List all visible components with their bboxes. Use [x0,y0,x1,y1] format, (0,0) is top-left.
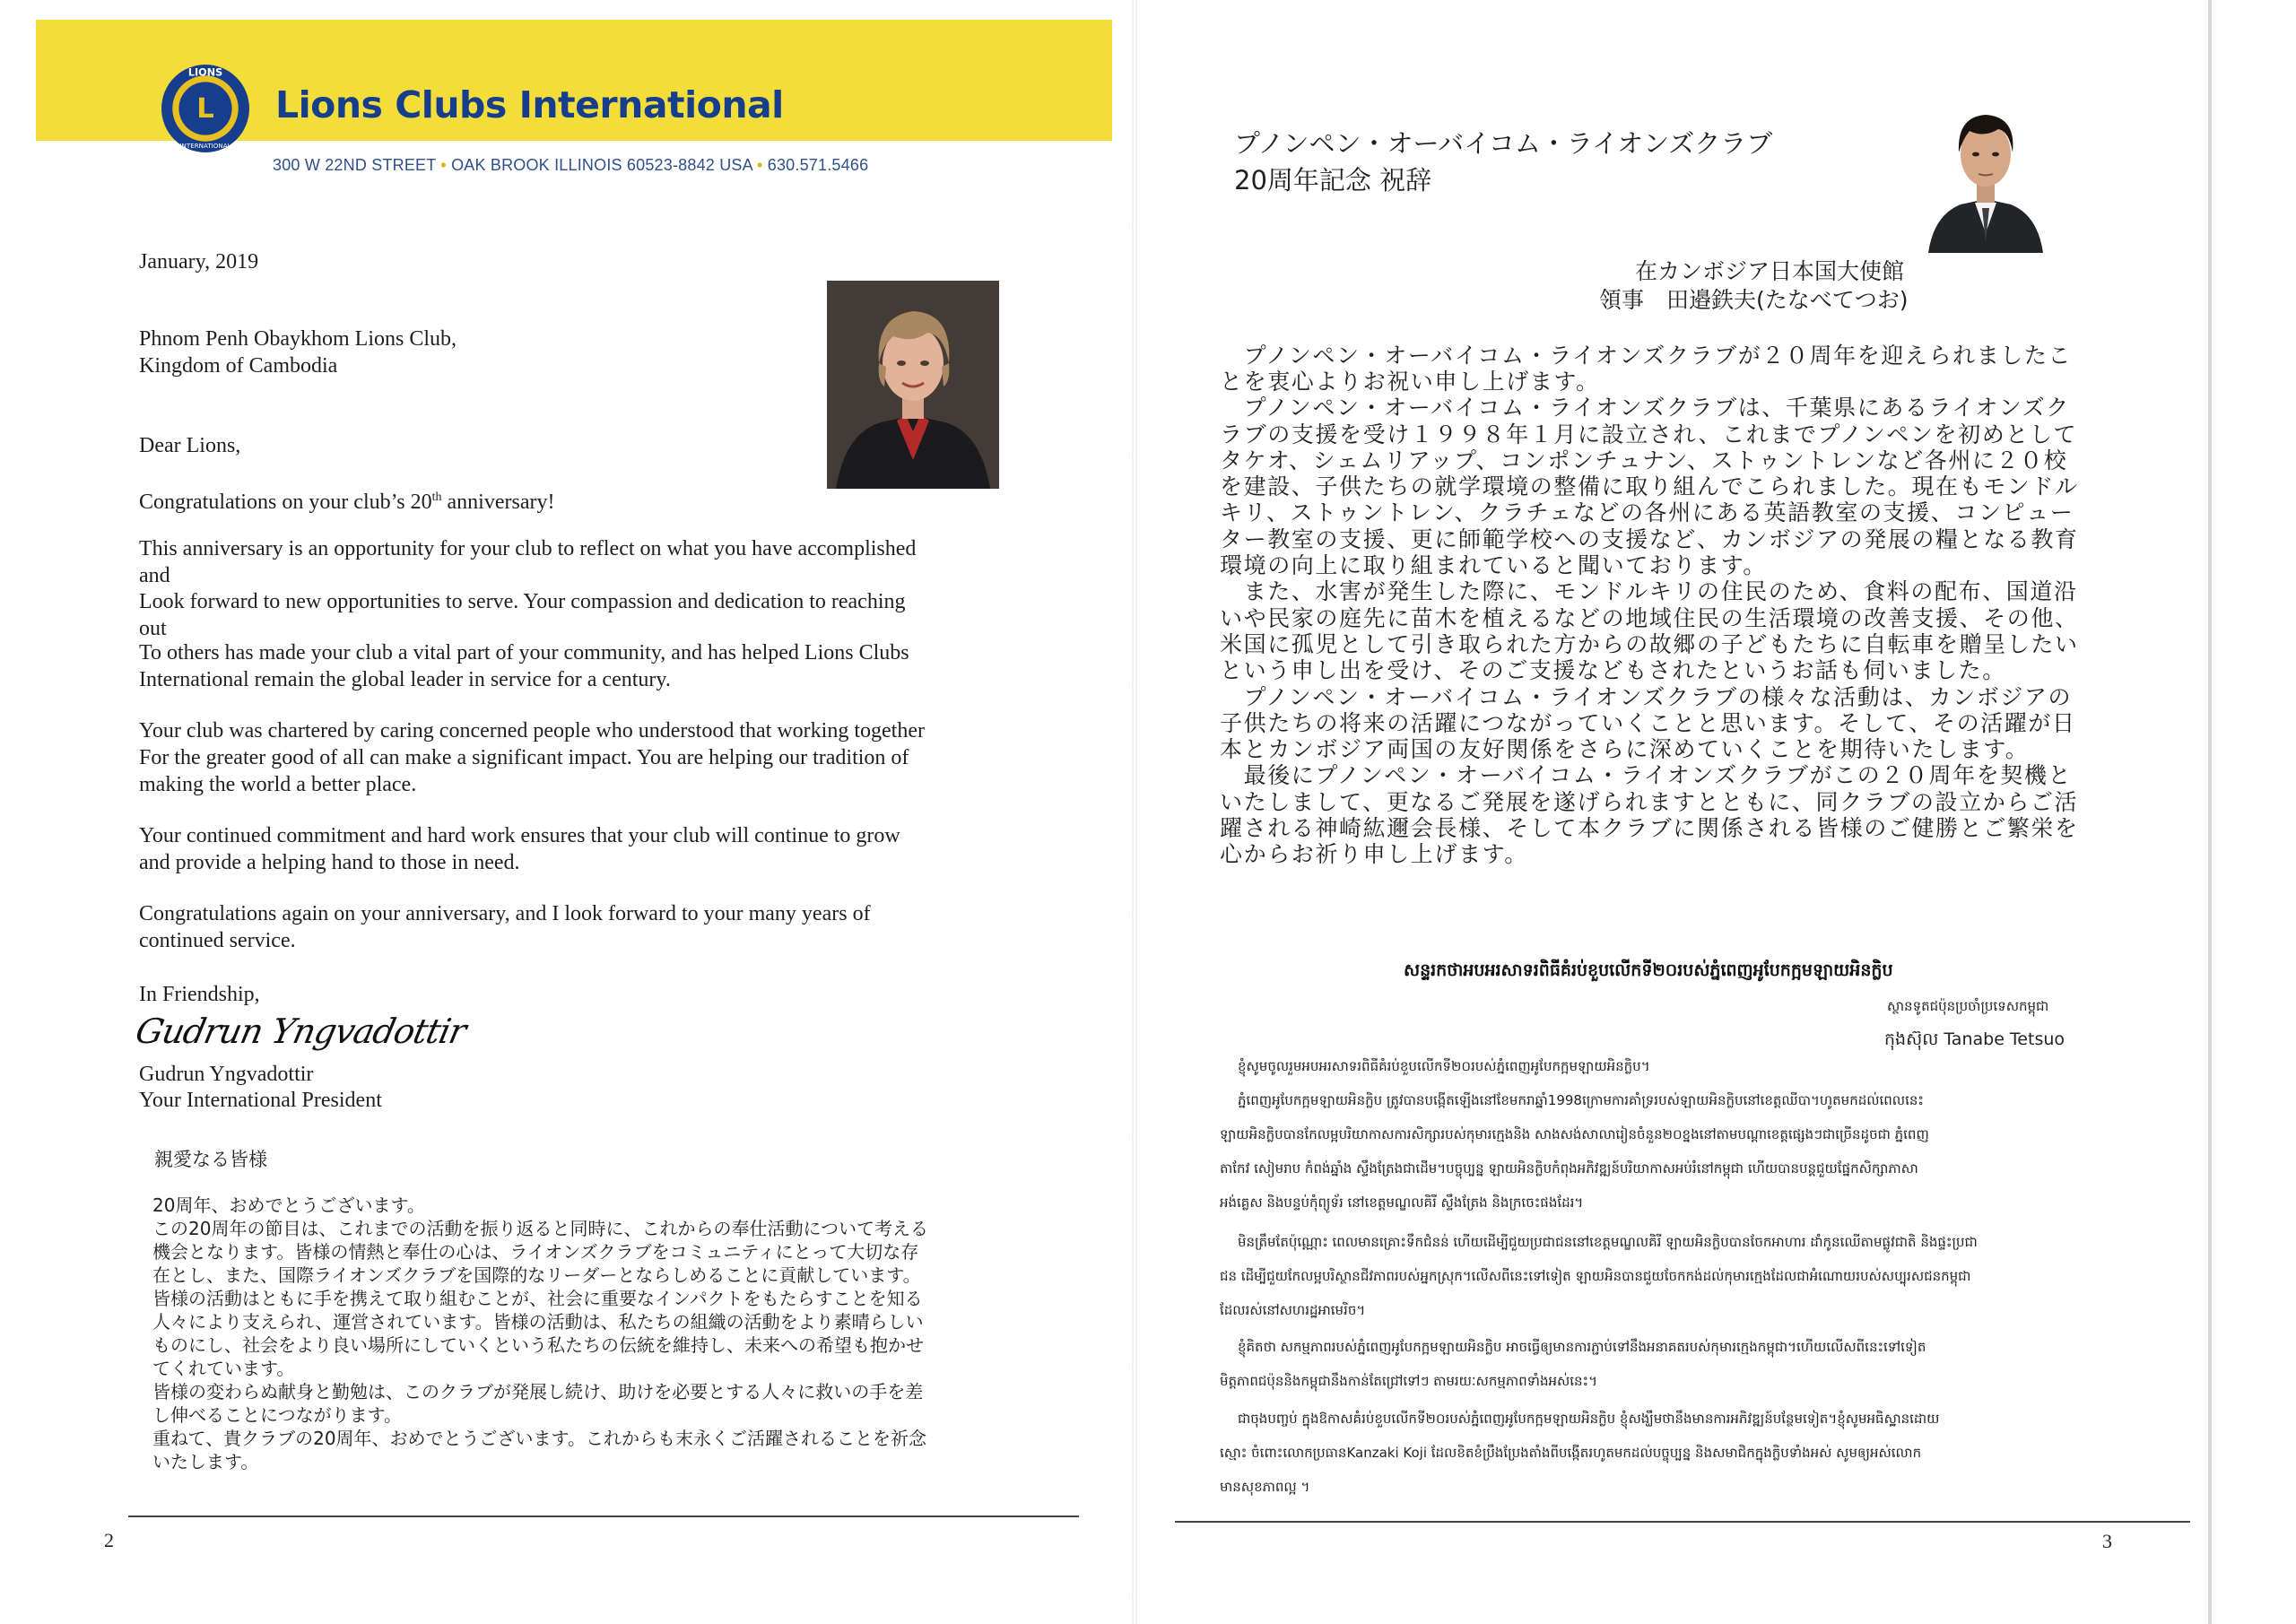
jp-line: 環境の向上に取り組まれていると聞いております。 [1220,552,1767,578]
jp-line: 人々により支えられ、運営されています。皆様の活動は、私たちの組織の活動をより素晴らしい [152,1311,924,1333]
page-number: 2 [104,1529,114,1551]
jp-line: とを衷心よりお祝い申し上げます。 [1220,369,1600,395]
paragraph-line: Look forward to new opportunities to serve. Your compassion and dedication to reaching [139,590,906,613]
jp-line: 米国に孤児として引き取られた方からの故郷の子どもたちに自転車を贈呈したい [1220,631,2079,657]
jp-line: 在とし、また、国際ライオンズクラブを国際的なリーダーとならしめることに貢献しています。 [152,1264,921,1286]
jp-line: キリ、ストゥントレン、クラチェなどの各州にある英語教室の支援、コンピュー [1220,499,2074,525]
kh-author-name: កុងស៊ុល Tanabe Tetsuo [1884,1029,2066,1049]
jp-line: タケオ、シェムリアップ、コンポンチュナン、ストゥントレンなど各州に２０校 [1220,447,2068,473]
jp-line: プノンペン・オーバイコム・ライオンズクラブは、千葉県にあるライオンズク [1220,395,2070,421]
address-city: OAK BROOK ILLINOIS 60523-8842 USA [451,156,752,174]
salutation: Dear Lions, [139,434,241,457]
kh-line: ជាចុងបញ្ចប់ ក្នុងឱកាសគំរប់ខួបលើកទី២០របស់ភ្នំពេញអូបែកក្អមឡាយអិនក្លិប ខ្ញុំសង្ឃឹមថានឹងមានការអភិវឌ្ឍន៍បន្ថែមទៀត។ខ្ញុំសូមអធិស្ឋានដោយ [1238,1411,1940,1427]
page-edge-shadow [2208,0,2212,1624]
separator-dot: • [440,156,447,174]
paragraph-line: continued service. [139,929,296,952]
consul-portrait [1928,90,2043,253]
jp-line: 機会となります。皆様の情熱と奉仕の心は、ライオンズクラブをコミュニティにとって大切な存 [152,1241,919,1263]
letterhead-address [273,156,868,175]
footer-rule [1175,1521,2190,1523]
jp-line: 最後にプノンペン・オーバイコム・ライオンズクラブがこの２０周年を契機と [1220,762,2073,788]
congratulations-line [139,484,554,516]
paragraph-line: and provide a helping hand to those in need. [139,851,520,874]
ordinal-suffix: th [431,491,442,504]
paragraph-line: Congratulations again on your anniversary, and I look forward to your many years of [139,902,871,925]
kh-line: ជន ដើម្បីជួយកែលម្អបរិស្ថានជីវភាពរបស់អ្នកស្រុក។លើសពីនេះទៅទៀត ឡាយអិនបានជួយចែកកង់ដល់កុមារក្មេងដែលជាអំណោយរបស់សប្បុរសជនកម្ពុជា [1220,1268,1971,1284]
jp-line: プノンペン・オーバイコム・ライオンズクラブの様々な活動は、カンボジアの [1220,684,2073,710]
jp-greeting: 親愛なる皆様 [154,1149,267,1170]
kh-line: ខ្ញុំសូមចូលរួមអបអរសាទរពិធីគំរប់ខួបលើកទី២០របស់ភ្នំពេញអូបែកក្អមឡាយអិនក្លិប។ [1238,1058,1650,1074]
recipient-line: Kingdom of Cambodia [139,354,338,378]
paragraph-line: International remain the global leader in service for a century. [139,668,671,691]
jp-line: 皆様の活動はともに手を携えて取り組むことが、社会に重要なインパクトをもたらすことを知る [152,1288,923,1309]
separator-dot: • [757,156,763,174]
page-number: 3 [2102,1530,2112,1552]
paragraph-line: making the world a better place. [139,773,417,796]
jp-line: ター教室の支援、更に師範学校への支援など、カンボジアの発展の糧となる教育 [1220,526,2079,552]
jp-line: てくれています。 [152,1358,295,1379]
kh-author-org: ស្ថានទូតជប៉ុនប្រចាំប្រទេសកម្ពុជា [1887,998,2049,1014]
page-subtitle: 20周年記念 祝辞 [1234,165,1432,195]
paragraph-line: Your club was chartered by caring concerned people who understood that working together [139,719,925,743]
kh-line: ខ្ញុំគិតថា សកម្មភាពរបស់ភ្នំពេញអូបែកក្អមឡាយអិនក្លិប អាចធ្វើឲ្យមានការភ្ជាប់ទៅនឹងអនាគតរបស់កុមារក្មេងកម្ពុជា។ហើយលើសពីនេះទៅទៀត [1238,1339,1926,1355]
jp-line: を建設、子供たちの就学環境の整備に取り組んでこられました。現在もモンドル [1220,473,2079,499]
paragraph-line: To others has made your club a vital part of your community, and has helped Lions Clubs [139,641,909,664]
paragraph-line: Your continued commitment and hard work ensures that your club will continue to grow [139,824,900,847]
signer-name: Gudrun Yngvadottir [139,1063,314,1086]
jp-line: いや民家の庭先に苗木を植えるなどの地域住民の生活環境の改善支援、その他、 [1220,605,2079,631]
jp-line: プノンペン・オーバイコム・ライオンズクラブが２０周年を迎えられましたこ [1220,343,2073,369]
logo-ring-text: LIONS [187,66,223,79]
lions-emblem-icon [160,63,251,154]
jp-line: 本とカンボジア両国の友好関係をさらに深めていくことを期待いたします。 [1220,736,2030,762]
author-name: 領事 田邉鉄夫(たなべてつお) [1599,287,1909,313]
page-title: プノンペン・オーバイコム・ライオンズクラブ [1234,128,1773,159]
kh-line: ភ្នំពេញអូបែកក្អមឡាយអិនក្លិប ត្រូវបានបង្កើតឡើងនៅខែមករាឆ្នាំ1998ក្រោមការគាំទ្ររបស់ឡាយអិនក្លិបនៅខេត្តឈីបា។ហូតមកដល់ពេលនេះ [1238,1092,1924,1108]
kh-line: ដែលរស់នៅសហរដ្ឋអាមេរិច។ [1220,1302,1366,1318]
jp-line: この20周年の節目は、これまでの活動を振り返ると同時に、これからの奉仕活動について考える [152,1218,929,1239]
kh-line: ឡាយអិនក្លិបបានកែលម្អបរិយាកាសការសិក្សារបស់កុមារក្មេងនិង សាងសង់សាលារៀនចំនួន២០ខ្នងនៅតាមបណ្តាខេត្តផ្សេងៗជាច្រើនដូចជា ភ្នំពេញ [1220,1126,1929,1142]
kh-title: សន្ទរកថាអបអរសាទរពិធីគំរប់ខួបលើកទី២០របស់ភ្នំពេញអូបែកក្អមឡាយអិនក្លិប [1404,960,1893,980]
jp-line: 皆様の変わらぬ献身と勤勉は、このクラブが発展し続け、助けを必要とする人々に救いの手を差 [152,1381,924,1403]
recipient-line: Phnom Penh Obaykhom Lions Club, [139,327,457,351]
jp-line: ラブの支援を受け１９９８年１月に設立され、これまでプノンペンを初めとして [1220,421,2078,447]
congrats-text: Congratulations on your club’s 20 [139,491,432,514]
signer-title: Your International President [139,1089,382,1112]
kh-line: មានសុខភាពល្អ ។ [1220,1479,1310,1495]
address-phone: 630.571.5466 [767,156,869,174]
left-page [0,0,1132,1624]
jp-line: 心からお祈り申し上げます。 [1220,841,1528,867]
footer-rule [128,1515,1079,1517]
jp-line: 躍される神崎紘邇会長様、そして本クラブに関係される皆様のご健勝とご繁栄を [1220,815,2079,841]
kh-line: តាកែវ សៀមរាប កំពង់ឆ្នាំង ស្ទឹងត្រែងជាដើម។បច្ចុប្បន្ន ឡាយអិនក្លិបកំពុងអភិវឌ្ឍន៍បរិយាកាសអប់រំនៅកម្ពុជា ហើយបានបន្តជួយផ្នែកសិក្សាភាសា [1220,1160,1918,1177]
paragraph-line: out [139,617,167,640]
kh-line: ស្មោះ ចំពោះលោកប្រធានKanzaki Koji ដែលខិតខំប្រឹងប្រែងតាំងពីបង្កើតរហូតមកដល់បច្ចុប្បន្ន និងសមាជិកក្នុងក្លិបទាំងអស់ សូមឲ្យអស់លោក [1220,1445,1922,1461]
jp-line: また、水害が発生した際に、モンドルキリの住民のため、食料の配布、国道沿 [1220,578,2078,604]
paragraph-line: This anniversary is an opportunity for your club to reflect on what you have accomplished [139,537,917,560]
brand-name: Lions Clubs International [275,83,784,126]
kh-line: មិត្តភាពជប៉ុននិងកម្ពុជានឹងកាន់តែជ្រៅទៅៗ តាមរយៈសកម្មភាពទាំងអស់នេះ។ [1220,1373,1598,1389]
jp-line: いたします。 [152,1451,259,1472]
jp-line: という申し出を受け、そのご支援などもされたというお話も伺いました。 [1220,657,2006,683]
right-page [1137,0,2296,1624]
kh-line: មិនត្រឹមតែប៉ុណ្ណោះ ពេលមានគ្រោះទឹកជំនន់ ហើយដើម្បីជួយប្រជាជននៅខេត្តមណ្ឌលគិរី ឡាយអិនក្លិបបានចែកអាហារ ដាំកូនឈើតាមផ្លូវជាតិ និងផ្ទះប្រជា [1238,1234,1978,1250]
closing: In Friendship, [139,983,260,1006]
president-portrait [827,281,999,489]
signature: Gudrun Yngvadottir [132,1012,470,1051]
jp-line: 重ねて、貴クラブの20周年、おめでとうございます。これからも末永くご活躍されることを祈念 [152,1428,926,1449]
author-org: 在カンボジア日本国大使館 [1635,258,1905,284]
paragraph-line: For the greater good of all can make a significant impact. You are helping our tradition of [139,746,909,769]
address-street: 300 W 22ND STREET [273,156,437,174]
congrats-text: anniversary! [441,491,555,514]
kh-line: អង់គ្លេស និងបន្ទប់កុំព្យូទ័រ នៅខេត្តមណ្ឌលគិរី ស្ទឹងត្រែង និងក្រចេះផងដែរ។ [1220,1194,1584,1211]
logo-bottom-text: INTERNATIONAL [179,141,231,150]
letter-date: January, 2019 [139,250,259,274]
paragraph-line: and [139,564,170,587]
jp-line: いたしまして、更なるご発展を遂げられますとともに、同クラブの設立からご活 [1220,789,2079,815]
jp-line: ものにし、社会をより良い場所にしていくという私たちの伝統を維持し、未来への希望も抱かせ [152,1334,924,1356]
jp-line: 20周年、おめでとうございます。 [152,1194,425,1216]
jp-line: 子供たちの将来の活躍につながっていくことと思います。そして、その活躍が日 [1220,710,2076,736]
jp-line: し伸べることにつながります。 [152,1404,402,1426]
logo-letter: L [196,93,214,126]
